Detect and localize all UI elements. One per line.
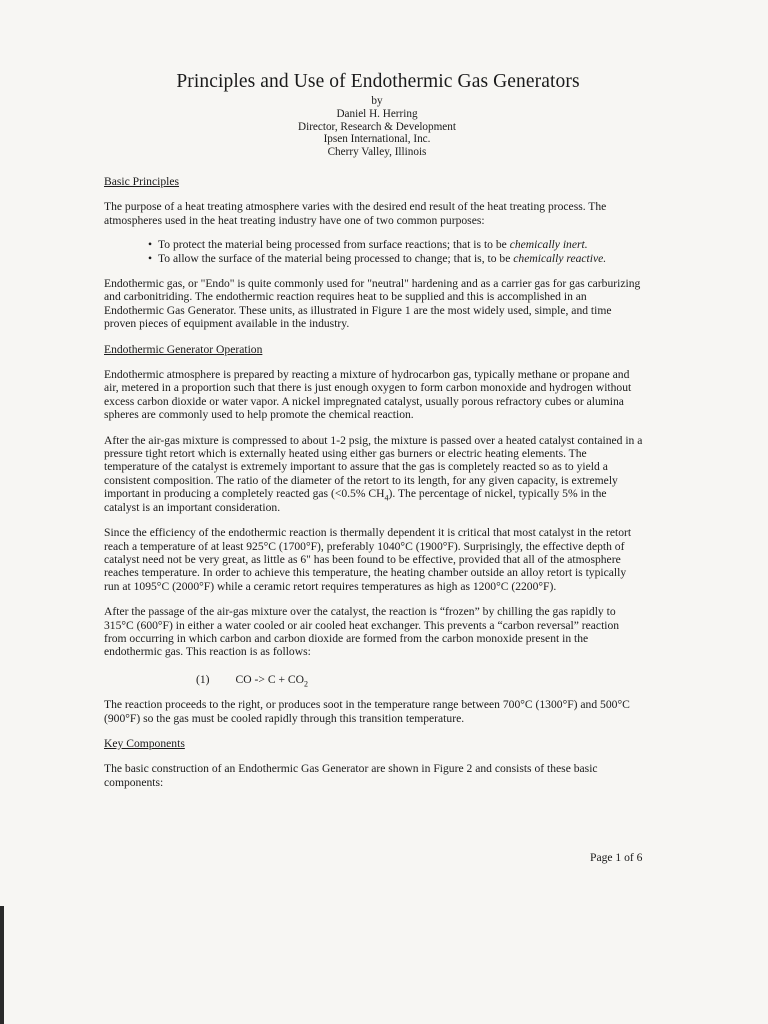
equation-formula (235, 672, 309, 689)
text-run: ). The percentage of nickel, typically 5% in the catalyst is an important consideration. (104, 487, 607, 514)
subscript: 4 (384, 493, 389, 503)
paragraph-operation-4: After the passage of the air-gas mixture over the catalyst, the reaction is “frozen” by chilling the gas rapidly to 315°C (600°F) in either a water cooled or air cooled heat exchanger. This prevents a “carbon reversal” reaction from occurring in which carbon and carbon dioxide are formed from the carbon monoxide present in the endothermic gas. This reaction is as follows: (104, 605, 620, 659)
equation-number: (1) (196, 672, 210, 686)
page-number: Page 1 of 6 (590, 851, 643, 864)
heading-key-components: Key Components (104, 736, 185, 750)
equation (196, 672, 644, 689)
byline (110, 95, 644, 159)
bullet-emphasis: chemically reactive. (513, 251, 607, 265)
paragraph-operation-2 (104, 434, 644, 514)
list-item (148, 238, 644, 251)
bullet-text: To allow the surface of the material being processed to change; that is, to be (158, 251, 514, 265)
purpose-list (148, 238, 644, 265)
author-name: Daniel H. Herring (336, 107, 418, 120)
author-location: Cherry Valley, Illinois (327, 146, 427, 159)
author-company: Ipsen International, Inc. (323, 133, 431, 146)
equation-main: CO -> C + CO (235, 672, 305, 686)
byline-by: by (371, 95, 383, 107)
author-position: Director, Research & Development (298, 120, 456, 133)
paragraph-basic-principles-1: The purpose of a heat treating atmosphere varies with the desired end result of the heat treating process. The atmospheres used in the heat treating industry have one of two common purposes: (104, 200, 607, 227)
bullet-text: To protect the material being processed from surface reactions; that is to be (158, 238, 510, 252)
equation-subscript: 2 (304, 679, 309, 689)
heading-generator-operation: Endothermic Generator Operation (104, 342, 263, 356)
scan-edge (0, 906, 4, 1024)
paragraph-operation-3: Since the efficiency of the endothermic reaction is thermally dependent it is critical that most catalyst in the retort reach a temperature of at least 925°C (1700°F), preferably 1040°C (1900°F). Surprisingly, the effective depth of catalyst need not be very great, as little as 6" has been found to be effective, provided that all of the atmosphere reaches temperature. In order to achieve this temperature, the heating chamber outside an alloy retort is typically run at 1095°C (2000°F) while a ceramic retort requires temperatures as high as 1200°C (2200°F). (104, 526, 632, 593)
bullet-emphasis: chemically inert. (509, 238, 588, 252)
paragraph-basic-principles-2: Endothermic gas, or "Endo" is quite commonly used for "neutral" hardening and as a carrier gas for gas carburizing and carbonitriding. The endothermic reaction requires heat to be supplied and this is accomplished in an Endothermic Gas Generator. These units, as illustrated in Figure 1 are the most widely used, simple, and time proven pieces of equipment available in the industry. (104, 277, 641, 331)
heading-basic-principles: Basic Principles (104, 174, 180, 188)
text-run: After the air-gas mixture is compressed to about 1-2 psig, the mixture is passed over a heated catalyst contained in a pressure tight retort which is externally heated using either gas burners or electric heating elements. The temperature of the catalyst is extremely important to assure that the gas is completely reacted so as to yield a consistent composition. The ratio of the diameter of the retort to its length, for any given capacity, is extremely important in producing a completely reacted gas (<0.5% CH (104, 433, 643, 501)
paragraph-operation-1: Endothermic atmosphere is prepared by reacting a mixture of hydrocarbon gas, typically methane or propane and air, metered in a proportion such that there is just enough oxygen to form carbon monoxide and hydrogen without excess carbon dioxide or water vapor. A nickel impregnated catalyst, usually porous refractory cubes or alumina spheres are commonly used to help promote the chemical reaction. (104, 368, 632, 422)
paragraph-operation-5: The reaction proceeds to the right, or produces soot in the temperature range between 700°C (1300°F) and 500°C (900°F) so the gas must be cooled rapidly through this transition temperature. (104, 698, 630, 725)
paragraph-key-components-1: The basic construction of an Endothermic Gas Generator are shown in Figure 2 and consists of these basic components: (104, 762, 598, 789)
document-title: Principles and Use of Endothermic Gas Generators (176, 71, 580, 92)
document-content (104, 70, 644, 789)
list-item (148, 252, 644, 265)
